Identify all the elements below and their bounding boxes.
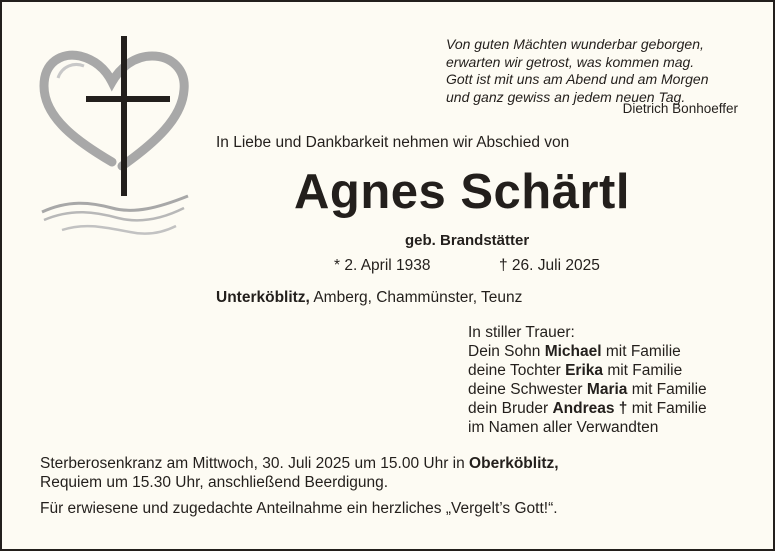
mourner-suffix: mit Familie bbox=[627, 381, 707, 398]
mourner-suffix: mit Familie bbox=[601, 343, 681, 360]
rosary-text: Sterberosenkranz am Mittwoch, 30. Juli 2025 um 15.00 Uhr in bbox=[40, 455, 470, 472]
death-date: † 26. Juli 2025 bbox=[499, 257, 600, 274]
quote-line: Von guten Mächten wunderbar geborgen, bbox=[446, 36, 704, 52]
funeral-details bbox=[40, 454, 559, 492]
mourner-name: Andreas † bbox=[552, 400, 628, 417]
mourner-entry bbox=[468, 399, 707, 418]
mourner-entry bbox=[468, 361, 707, 380]
mourners-heading: In stiller Trauer: bbox=[468, 324, 575, 341]
mourner-name: Erika bbox=[565, 362, 604, 379]
mourners-list bbox=[468, 323, 707, 437]
rosary-line bbox=[40, 454, 559, 473]
mourner-relation: deine Tochter bbox=[468, 362, 566, 379]
mourner-entry bbox=[468, 342, 707, 361]
thanks-text: Für erwiesene und zugedachte Anteilnahme ein herzliches „Vergelt’s Gott!“. bbox=[40, 500, 558, 517]
quote-line: und ganz gewiss an jedem neuen Tag. bbox=[446, 88, 686, 105]
mourner-name: Maria bbox=[586, 381, 628, 398]
deceased-name-row bbox=[2, 164, 775, 220]
requiem-line: Requiem um 15.30 Uhr, anschließend Beerdigung. bbox=[40, 474, 389, 491]
mourner-suffix: mit Familie bbox=[627, 400, 707, 417]
main-place: Unterköblitz, bbox=[216, 289, 310, 306]
mourners-closing: im Namen aller Verwandten bbox=[468, 419, 659, 436]
intro-text: In Liebe und Dankbarkeit nehmen wir Abschied von bbox=[216, 134, 570, 151]
mourner-entry bbox=[468, 380, 707, 399]
rosary-place: Oberköblitz, bbox=[469, 455, 559, 472]
mourner-suffix: mit Familie bbox=[603, 362, 683, 379]
places bbox=[216, 289, 522, 307]
born-name: geb. Brandstätter bbox=[405, 232, 530, 249]
quote-line: erwarten wir getrost, was kommen mag. bbox=[446, 53, 695, 70]
mourner-relation: deine Schwester bbox=[468, 381, 587, 398]
birth-date: * 2. April 1938 bbox=[334, 257, 431, 274]
mourner-relation: Dein Sohn bbox=[468, 343, 545, 360]
deceased-name: Agnes Schärtl bbox=[294, 165, 630, 219]
quote-author: Dietrich Bonhoeffer bbox=[622, 101, 738, 116]
mourner-name: Michael bbox=[544, 343, 602, 360]
mourner-relation: dein Bruder bbox=[468, 400, 553, 417]
quote-line: Gott ist mit uns am Abend und am Morgen bbox=[446, 71, 709, 87]
bonhoeffer-quote bbox=[446, 36, 746, 106]
other-places: Amberg, Chammünster, Teunz bbox=[309, 289, 523, 306]
